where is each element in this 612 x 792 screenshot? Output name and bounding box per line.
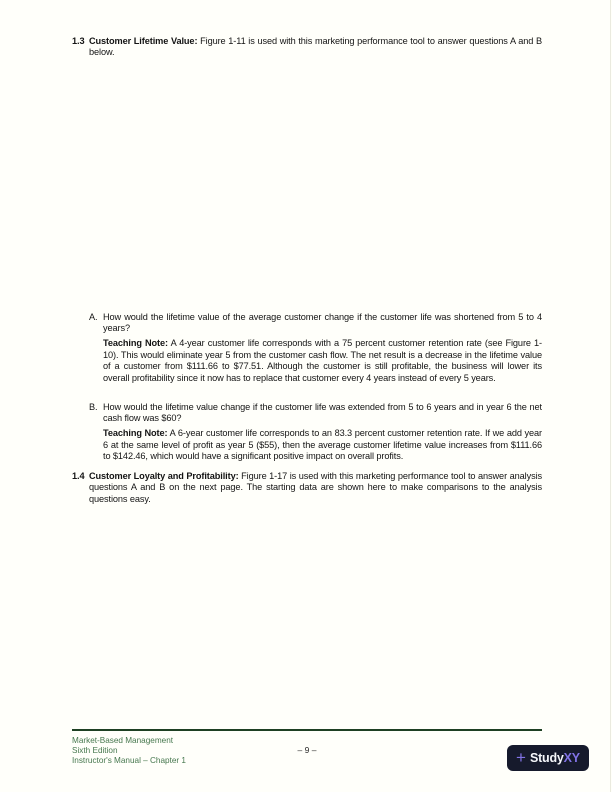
footer-line-manual: Instructor's Manual – Chapter 1 xyxy=(72,756,186,765)
page-edge-line xyxy=(610,0,611,792)
question-label: A. xyxy=(89,312,98,322)
section-body-text: Figure 1-11 is used with this marketing performance tool to answer questions A and B below. xyxy=(89,36,542,58)
footer-line-edition: Sixth Edition xyxy=(72,746,118,755)
section-number: 1.3 xyxy=(72,36,85,46)
teaching-note-label: Teaching Note: xyxy=(103,338,168,349)
page-number: – 9 – xyxy=(297,745,317,755)
question-label: B. xyxy=(89,402,98,412)
footer-rule xyxy=(72,729,542,731)
question-b xyxy=(89,402,542,463)
teaching-note-text: A 6-year customer life corresponds to an 83.3 percent customer retention rate. If we add year 6 at the same level of profit as year 5 ($55), then the average customer lifetime value increases from $111.66 to $142.46, which would have a significant positive impact on overall profits. xyxy=(103,428,542,462)
question-content xyxy=(103,312,542,384)
footer-line-title: Market-Based Management xyxy=(72,736,174,745)
section-text xyxy=(89,36,542,59)
section-1-4 xyxy=(72,471,542,505)
section-number: 1.4 xyxy=(72,471,85,481)
section-title: Customer Loyalty and Profitability: xyxy=(89,471,239,481)
logo-text-accent: XY xyxy=(563,751,580,765)
teaching-note xyxy=(103,428,542,462)
teaching-note-text: A 4-year customer life corresponds with a 75 percent customer retention rate (see Figure 1-10). This would eliminate year 5 from the customer cash flow. The net result is a decrease in the lifetime value of a customer from $111.66 to $77.51. Although the customer is still profitable, the business will lower its overall profitability since it now has to replace that customer every 4 years instead of every 5 years. xyxy=(103,338,542,383)
teaching-note xyxy=(103,338,542,384)
question-text: How would the lifetime value change if the customer life was extended from 5 to 6 years and in year 6 the net cash flow was $60? xyxy=(103,402,542,424)
section-body-text: Figure 1-17 is used with this marketing performance tool to answer analysis questions A and B on the next page. The starting data are shown here to make comparisons to the analysis questions easy. xyxy=(89,471,543,504)
section-title: Customer Lifetime Value: xyxy=(89,36,198,46)
studyxy-logo xyxy=(507,745,589,771)
question-content xyxy=(103,402,542,463)
section-text xyxy=(89,471,542,505)
question-text: How would the lifetime value of the average customer change if the customer life was shortened from 5 to 4 years? xyxy=(103,312,542,334)
teaching-note-label: Teaching Note: xyxy=(103,428,168,439)
plus-icon: + xyxy=(516,747,526,767)
question-a xyxy=(89,312,542,384)
logo-text xyxy=(530,751,580,765)
section-1-3 xyxy=(72,36,542,59)
logo-text-primary: Study xyxy=(529,751,564,765)
